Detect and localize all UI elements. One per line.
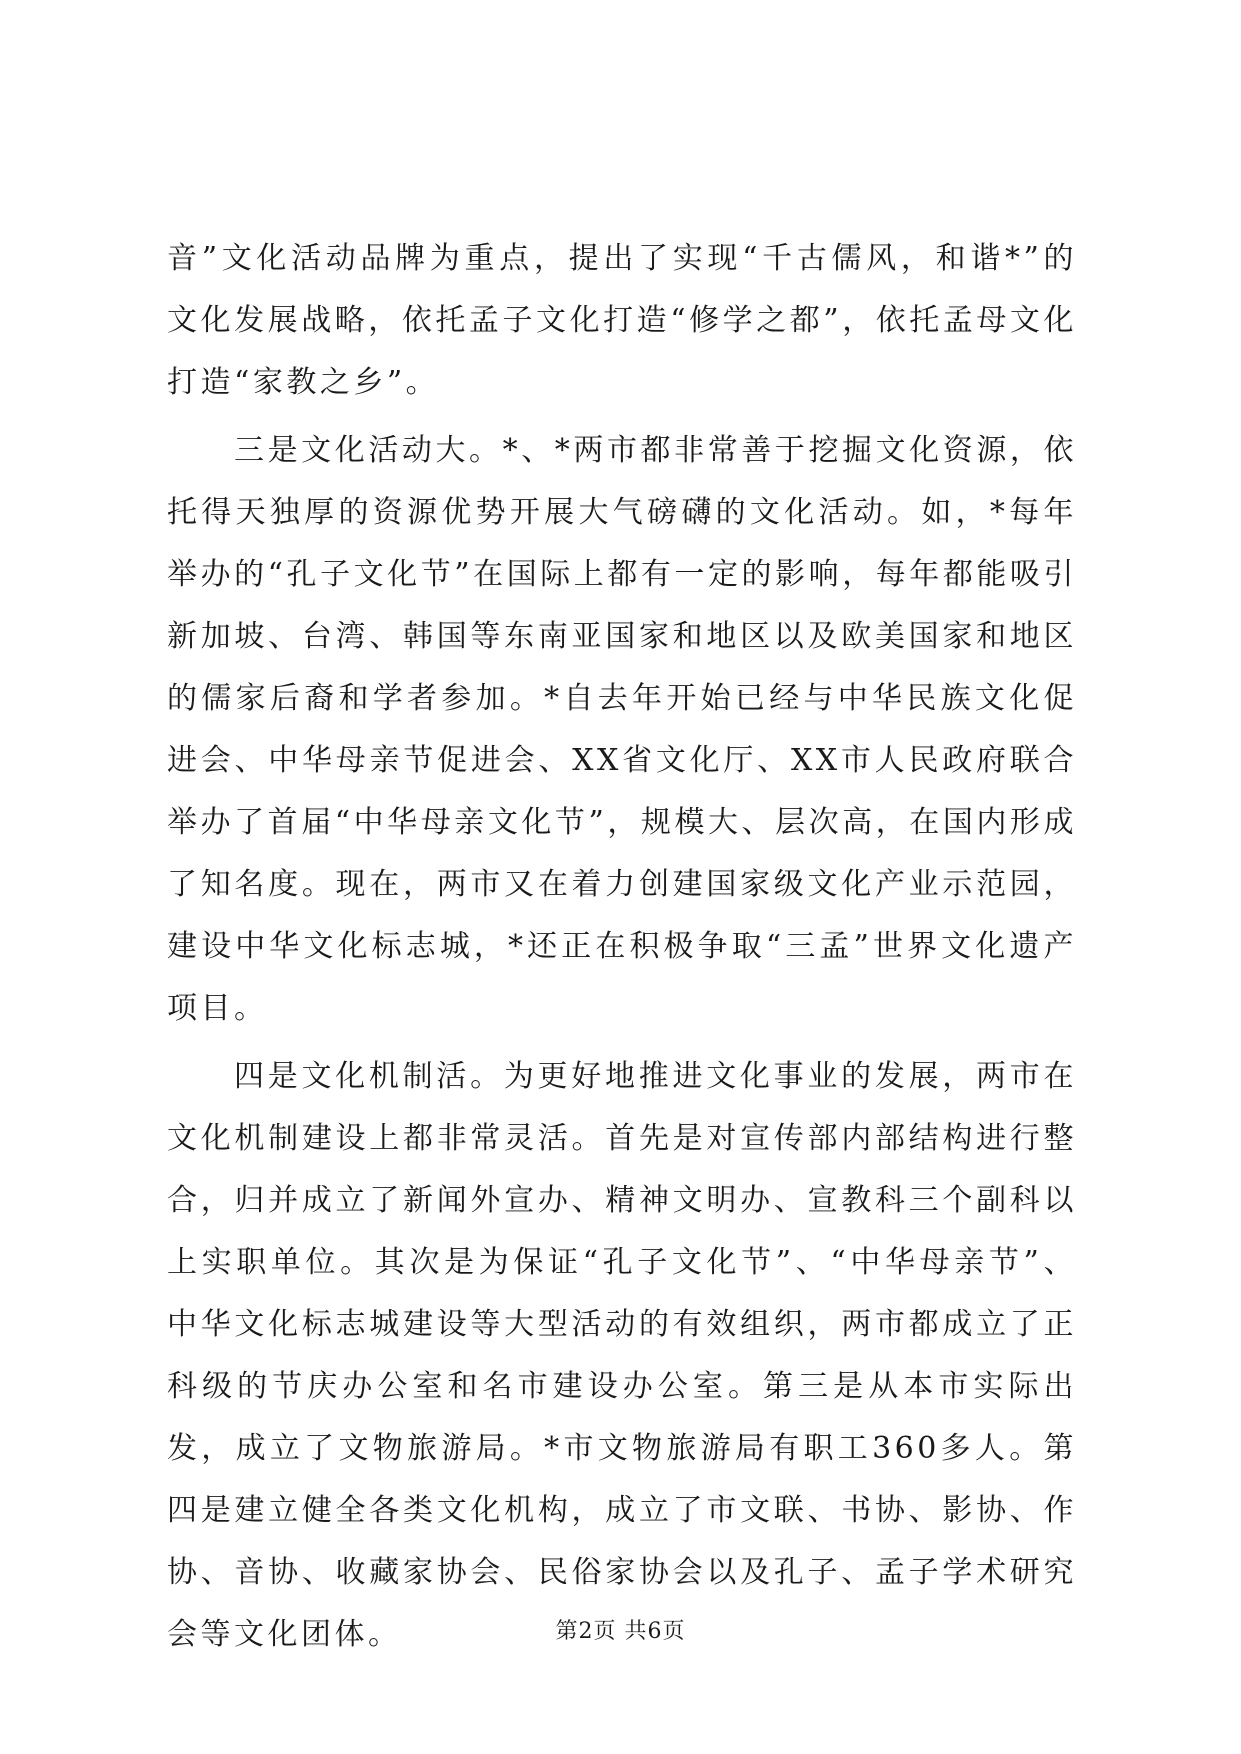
paragraph-1: 音”文化活动品牌为重点，提出了实现“千古儒风，和谐*”的文化发展战略，依托孟子文化打造“修学之都”，依托孟母文化打造“家教之乡”。 xyxy=(167,241,1077,400)
paragraph-2: 三是文化活动大。*、*两市都非常善于挖掘文化资源，依托得天独厚的资源优势开展大气磅礴的文化活动。如，*每年举办的“孔子文化节”在国际上都有一定的影响，每年都能吸引新加坡、台湾、韩国等东南亚国家和地区以及欧美国家和地区的儒家后裔和学者参加。*自去年开始已经与中华民族文化促进会、中华母亲节促进会、XX省文化厅、XX市人民政府联合举办了首届“中华母亲文化节”，规模大、层次高，在国内形成了知名度。现在，两市又在着力创建国家级文化产业示范园，建设中华文化标志城，*还正在积极争取“三孟”世界文化遗产项目。 xyxy=(167,433,1077,1026)
paragraph-3: 四是文化机制活。为更好地推进文化事业的发展，两市在文化机制建设上都非常灵活。首先是对宣传部内部结构进行整合，归并成立了新闻外宣办、精神文明办、宣教科三个副科以上实职单位。其次是为保证“孔子文化节”、“中华母亲节”、中华文化标志城建设等大型活动的有效组织，两市都成立了正科级的节庆办公室和名市建设办公室。第三是从本市实际出发，成立了文物旅游局。*市文物旅游局有职工360多人。第四是建立健全各类文化机构，成立了市文联、书协、影协、作协、音协、收藏家协会、民俗家协会以及孔子、孟子学术研究会等文化团体。 xyxy=(167,1059,1077,1652)
document-body xyxy=(167,228,1077,1672)
page-number-footer: 第2页 共6页 xyxy=(555,1619,686,1644)
